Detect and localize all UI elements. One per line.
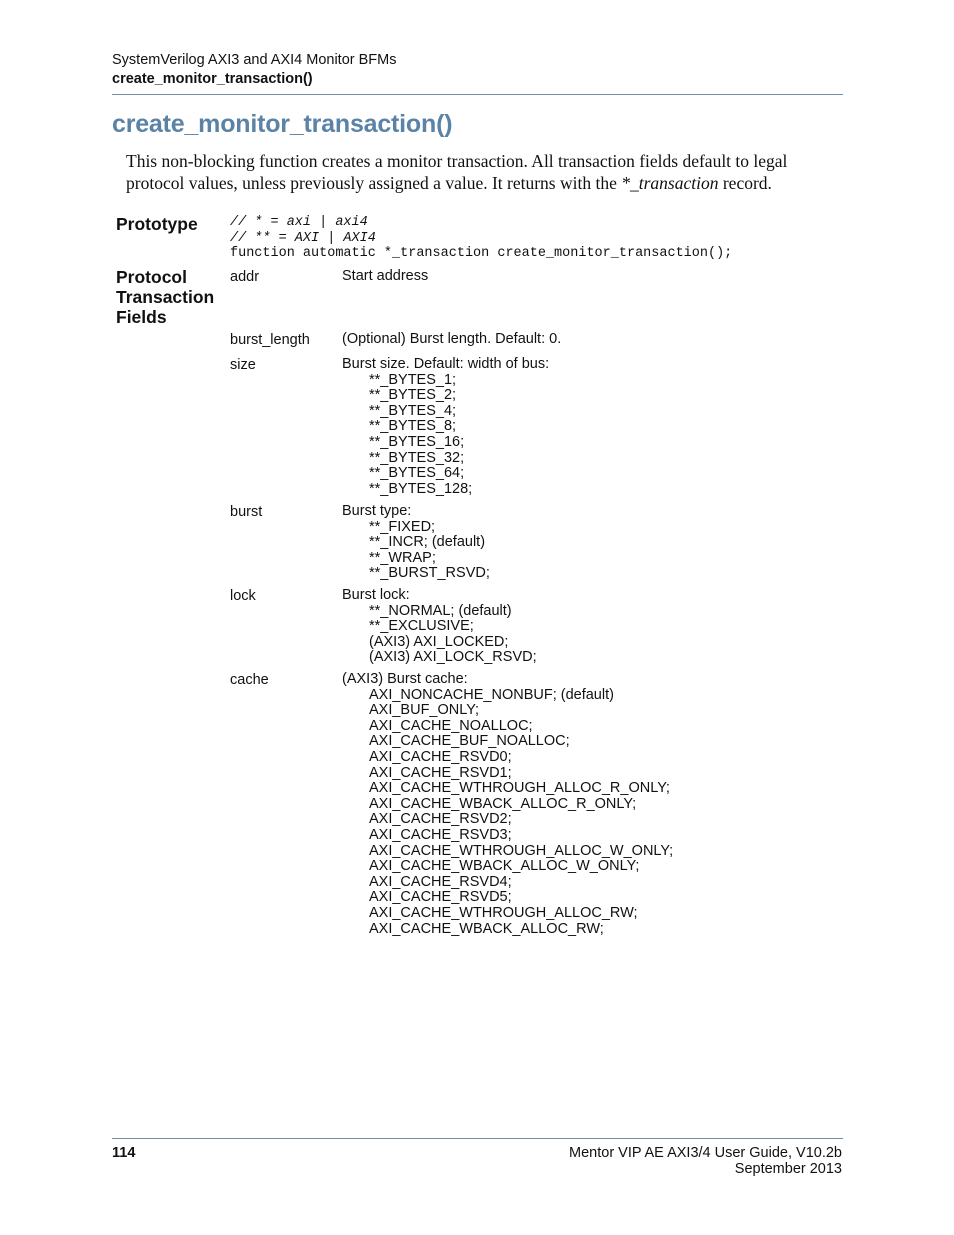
field-option: **_BYTES_8; <box>369 418 457 435</box>
field-option: **_BYTES_4; <box>369 402 457 419</box>
field-option: **_EXCLUSIVE; <box>369 618 474 635</box>
field-option: **_BURST_RSVD; <box>369 565 490 582</box>
field-description-text: Burst size. Default: width of bus: <box>342 356 550 372</box>
field-option: **_BYTES_1; <box>369 371 457 388</box>
running-header-title: SystemVerilog AXI3 and AXI4 Monitor BFMs <box>112 52 397 68</box>
field-name: burst <box>230 504 263 520</box>
field-option: (AXI3) AXI_LOCKED; <box>369 633 509 650</box>
field-description <box>342 588 537 666</box>
field-option: (AXI3) AXI_LOCK_RSVD; <box>369 649 537 666</box>
field-option: AXI_CACHE_WBACK_ALLOC_W_ONLY; <box>369 858 640 875</box>
field-option: **_BYTES_64; <box>369 465 465 482</box>
field-option: **_BYTES_16; <box>369 433 465 450</box>
field-description <box>342 269 428 285</box>
page-title: create_monitor_transaction() <box>112 110 453 138</box>
intro-paragraph <box>126 150 846 194</box>
field-option: **_BYTES_2; <box>369 387 457 404</box>
field-description <box>342 504 490 582</box>
field-description <box>342 357 549 497</box>
fields-label-line-1: Protocol <box>116 267 187 287</box>
field-option: AXI_CACHE_RSVD4; <box>369 873 512 890</box>
running-header-section: create_monitor_transaction() <box>112 71 313 87</box>
field-option: **_INCR; (default) <box>369 534 486 551</box>
page-number: 114 <box>112 1145 136 1161</box>
footer-guide: Mentor VIP AE AXI3/4 User Guide, V10.2b <box>569 1145 842 1161</box>
field-description-text: Start address <box>342 268 429 284</box>
field-option: AXI_CACHE_RSVD3; <box>369 826 512 843</box>
header-rule <box>112 94 843 95</box>
field-option: **_WRAP; <box>369 549 436 566</box>
footer-rule <box>112 1138 843 1139</box>
field-option: AXI_CACHE_WBACK_ALLOC_RW; <box>369 920 604 937</box>
field-name: burst_length <box>230 332 310 348</box>
field-description-text: Burst type: <box>342 503 412 519</box>
prototype-signature: function automatic *_transaction create_monitor_transaction(); <box>230 246 733 261</box>
field-option: AXI_CACHE_WTHROUGH_ALLOC_R_ONLY; <box>369 780 670 797</box>
prototype-label: Prototype <box>116 214 198 234</box>
field-description <box>342 332 561 348</box>
field-description-text: Burst lock: <box>342 587 410 603</box>
field-option: AXI_CACHE_RSVD0; <box>369 748 512 765</box>
field-option: AXI_BUF_ONLY; <box>369 702 479 719</box>
fields-section-label <box>116 267 214 327</box>
field-option: **_BYTES_128; <box>369 480 473 497</box>
fields-label-line-2: Transaction <box>116 287 215 307</box>
field-option: **_BYTES_32; <box>369 449 465 466</box>
intro-italic: *_transaction <box>621 173 719 193</box>
footer-date: September 2013 <box>734 1161 842 1177</box>
field-name: lock <box>230 588 256 604</box>
field-description-text: (AXI3) Burst cache: <box>342 671 468 687</box>
field-option: AXI_CACHE_BUF_NOALLOC; <box>369 733 570 750</box>
prototype-comment-2: // ** = AXI | AXI4 <box>230 230 376 246</box>
field-option: AXI_CACHE_WTHROUGH_ALLOC_W_ONLY; <box>369 842 674 859</box>
fields-label-line-3: Fields <box>116 307 167 327</box>
field-description <box>342 672 673 937</box>
field-description-text: (Optional) Burst length. Default: 0. <box>342 331 562 347</box>
field-option: AXI_CACHE_WBACK_ALLOC_R_ONLY; <box>369 795 637 812</box>
prototype-code <box>230 215 732 262</box>
intro-text-end: record. <box>718 173 772 193</box>
field-name: addr <box>230 269 260 285</box>
prototype-comment-1: // * = axi | axi4 <box>230 215 368 230</box>
field-option: AXI_NONCACHE_NONBUF; (default) <box>369 686 614 703</box>
footer-info <box>569 1145 842 1177</box>
field-name: size <box>230 357 256 373</box>
field-option: AXI_CACHE_WTHROUGH_ALLOC_RW; <box>369 904 638 921</box>
field-option: **_NORMAL; (default) <box>369 602 512 619</box>
field-name: cache <box>230 672 269 688</box>
field-option: AXI_CACHE_RSVD1; <box>369 764 512 781</box>
field-option: AXI_CACHE_NOALLOC; <box>369 717 533 734</box>
field-option: **_FIXED; <box>369 518 436 535</box>
field-option: AXI_CACHE_RSVD2; <box>369 811 512 828</box>
field-option: AXI_CACHE_RSVD5; <box>369 889 512 906</box>
intro-text: This non-blocking function creates a monitor transaction. All transaction fields default to legal protocol values, unless previously assigned a value. It returns with the <box>126 151 788 193</box>
